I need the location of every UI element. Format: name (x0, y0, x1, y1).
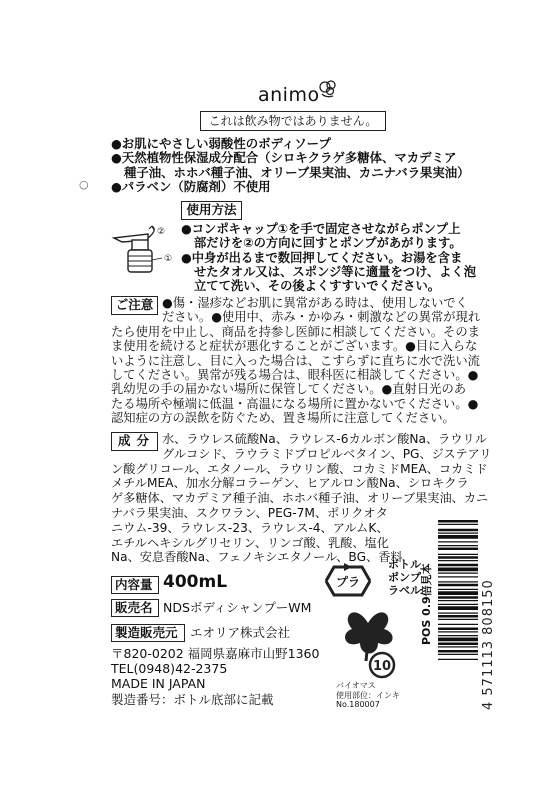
barcode-bar (438, 615, 478, 618)
recycle-part: ボトル (388, 558, 421, 571)
barcode-bar (438, 631, 478, 632)
lot-number-note: 製造番号：ボトル底部に記載 (111, 691, 274, 707)
barcode-bar (438, 646, 478, 647)
barcode-bar (438, 638, 478, 642)
biomass-line: 使用部位：インキ (336, 690, 400, 700)
product-name-value: NDSボディシャンプーWM (163, 600, 312, 615)
recycle-part: ラベル (388, 584, 421, 597)
usage-instructions (181, 222, 491, 293)
caution-line: たら使用を中止し、商品を持参し医師に相談してください。そのま (111, 324, 480, 339)
feature-line: ●天然植物性保湿成分配合（シロキクラゲ多糖体、マカデミア (111, 150, 457, 166)
recycle-part: ポンプ (388, 571, 421, 584)
barcode-bars (438, 520, 478, 660)
barcode-bar (438, 628, 478, 631)
address-block (111, 646, 319, 707)
barcode-bar (438, 591, 478, 595)
product-name-label: 販売名 (111, 599, 159, 617)
brand-logo-text: animo (258, 84, 320, 106)
ingredient-line: エチルヘキシルグリセリン、リンゴ酸、乳酸、塩化 (111, 535, 389, 550)
barcode-bar (438, 560, 478, 561)
ingredient-line: 水、ラウレス硫酸Na、ラウレス-6カルボン酸Na、ラウリル (162, 432, 487, 446)
barcode-bar (438, 581, 478, 582)
barcode-bar (438, 643, 478, 646)
barcode-bar (438, 554, 478, 555)
not-a-beverage-notice: これは飲み物ではありません。 (200, 111, 386, 131)
usage-line: ●コンポキャップ①を手で固定させながらポンプ上 (181, 222, 461, 236)
barcode-bar (438, 635, 478, 636)
barcode-bar (438, 573, 478, 574)
feature-line: ●お肌にやさしい弱酸性のボディソープ (111, 136, 331, 151)
barcode-bar (438, 654, 478, 655)
barcode-bar (438, 568, 478, 572)
barcode (392, 518, 502, 714)
barcode-digits: 4 571113 808150 (481, 579, 496, 710)
ingredient-line: ニウム-39、ラウレス-23、ラウレス-4、アルムK、 (111, 520, 389, 535)
usage-line: ●中身が出るまで数回押してください。お湯を含ま (181, 250, 463, 265)
barcode-bar (438, 619, 478, 620)
ingredient-line: グルコシド、ラウラミドプロピルベタイン、PG、ジステアリ (162, 446, 492, 461)
caution-line: してください。異常が残る場合は、眼科医に相談してください。● (111, 368, 479, 383)
barcode-bar (438, 541, 478, 542)
manufacturer-label: 製造販売元 (111, 624, 185, 642)
diagram-label-1: ① (164, 254, 173, 264)
usage-line: 部だけを②の方向に回すとポンプがあがります。 (194, 236, 462, 251)
pump-bottle-diagram-icon (108, 224, 176, 286)
flower-logo-icon (316, 78, 340, 100)
print-mark-dot: ○ (79, 178, 89, 191)
caution-line: 乳幼児の手の届かない場所に保管してください。●直射日光のあ (111, 382, 467, 397)
volume-value: 400mL (163, 572, 228, 592)
ingredient-line: ゲ多糖体、マカデミア種子油、ホホバ種子油、オリーブ果実油、カニ (111, 491, 489, 506)
caution-line: たる場所や極端に低温・高温になる場所に置かないでください。● (111, 396, 479, 411)
caution-line: ま使用を続けると症状が悪化することがございます。●目に入らな (111, 339, 478, 354)
barcode-bar (438, 564, 478, 567)
caution-line: 認知症の方の誤飲を防ぐため、置き場所に注意してください。 (111, 411, 455, 426)
barcode-bar (438, 576, 478, 577)
ingredient-line: ン酸グリコール、エタノール、ラウリン酸、コカミドMEA、コカミド (111, 461, 488, 476)
recycle-symbol-text: プラ (335, 575, 361, 589)
barcode-bar (438, 524, 478, 525)
caution-line: いように注意し、目に入った場合は、こすらずに直ちに水で洗い流 (111, 353, 480, 368)
barcode-bar (438, 535, 478, 539)
phone-number: TEL(0948)42-2375 (111, 661, 228, 677)
manufacturer-value: エオリア株式会社 (190, 625, 291, 640)
feature-list (111, 137, 491, 195)
biomass-line: No.180007 (336, 700, 380, 709)
usage-line: 立てて洗い、その後よくすすいでください。 (194, 279, 441, 294)
usage-label: 使用方法 (181, 201, 242, 220)
feature-line: 種子油、ホホバ種子油、オリーブ果実油、カニナバラ果実油） (124, 164, 470, 180)
usage-line: せたタオル又は、スポンジ等に適量をつけ、よく泡 (194, 264, 477, 279)
diagram-label-2: ② (157, 227, 166, 237)
biomass-number: 10 (372, 659, 392, 674)
barcode-bar (438, 548, 478, 551)
barcode-bar (438, 545, 478, 546)
barcode-bar (438, 584, 478, 587)
caution-line: ださい。●使用中、赤み・かゆみ・刺激などの異常が現れ (162, 310, 481, 325)
barcode-bar (438, 659, 478, 660)
caution-label: ご注意 (111, 296, 158, 315)
barcode-bar (438, 600, 478, 601)
ingredients-label: 成分 (111, 432, 158, 451)
feature-line: ●パラベン（防腐剤）不使用 (111, 179, 271, 195)
barcode-bar (438, 613, 478, 614)
volume-label: 内容量 (111, 576, 159, 594)
barcode-bar (438, 556, 478, 559)
barcode-bar (438, 604, 478, 605)
postal-address: 〒820-0202 福岡県嘉麻市山野1360 (111, 646, 320, 661)
barcode-bar (438, 650, 478, 653)
caution-line: ●傷・湿疹などお肌に異常がある時は、使用しないでく (162, 296, 468, 310)
barcode-bar (438, 624, 478, 625)
origin-text: MADE IN JAPAN (111, 676, 206, 692)
pos-sample-text: POS 0.9倍見本 (420, 563, 433, 645)
plastic-recycle-icon (318, 563, 378, 599)
barcode-bar (438, 596, 478, 599)
barcode-bar (438, 589, 478, 590)
barcode-bar (438, 533, 478, 534)
biomass-line: バイオマス (336, 681, 376, 690)
caution-text (111, 296, 491, 426)
ingredient-line: メチルMEA、加水分解コラーゲン、ヒアルロン酸Na、シロキクラ (111, 476, 469, 491)
barcode-bar (438, 529, 478, 532)
ingredient-line: ナバラ果実油、スクワラン、PEG-7M、ポリクオタ (111, 505, 388, 520)
ingredient-line: Na、安息香酸Na、フェノキシエタノール、BG、香料 (111, 550, 403, 565)
barcode-bar (438, 520, 478, 523)
biomass-info (336, 681, 400, 710)
barcode-bar (438, 606, 478, 610)
